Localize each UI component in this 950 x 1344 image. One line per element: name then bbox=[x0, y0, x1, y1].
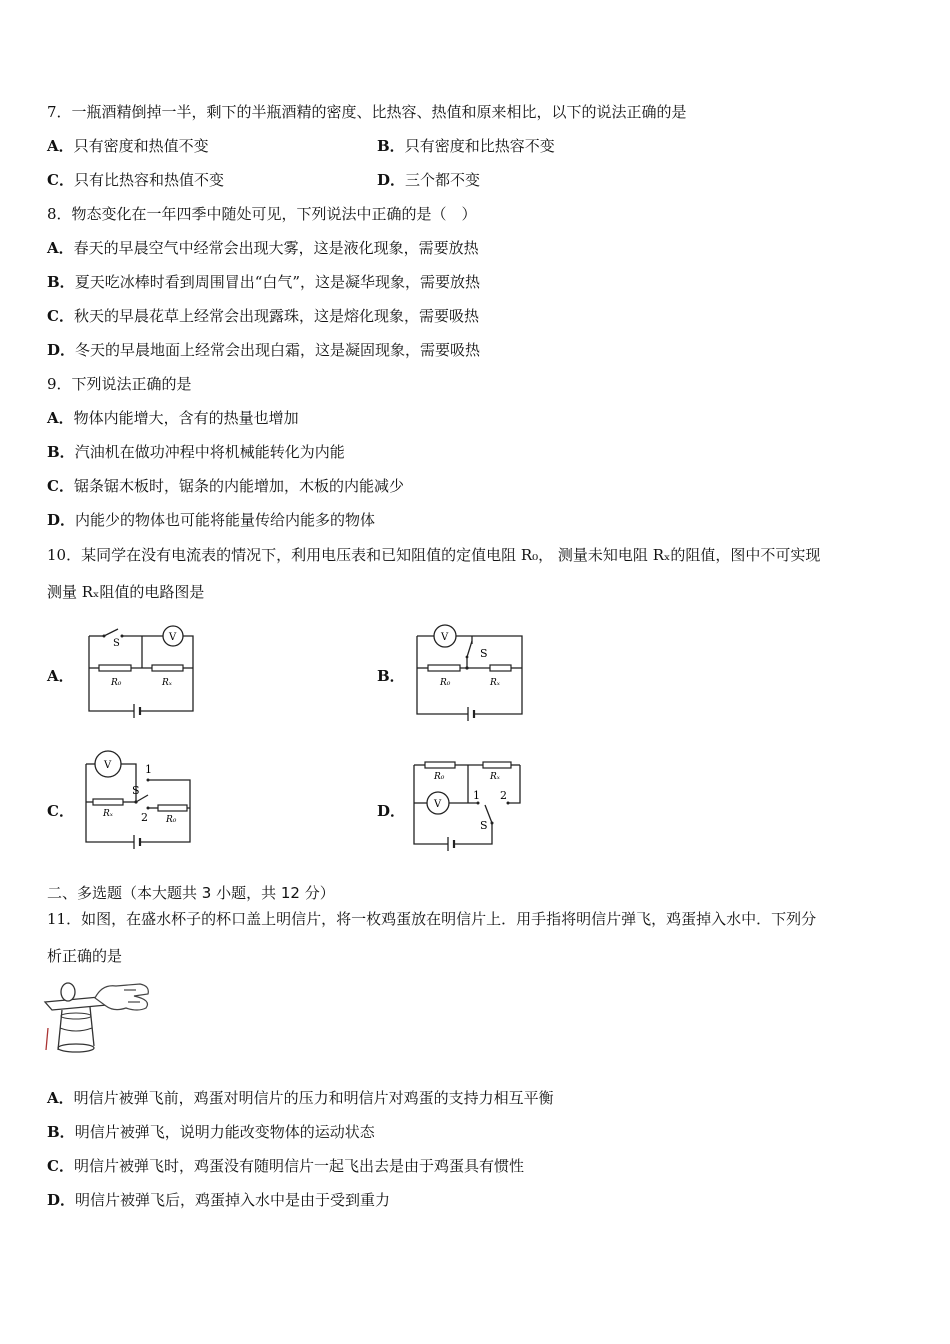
option-text: 明信片被弹飞后，鸡蛋掉入水中是由于受到重力 bbox=[75, 1191, 391, 1209]
circuit-diagram-b bbox=[410, 618, 530, 718]
option-label: C． bbox=[47, 1157, 74, 1175]
option-label: B． bbox=[47, 1123, 75, 1141]
option-label: B． bbox=[377, 137, 405, 155]
q9-option-b bbox=[47, 442, 345, 462]
circuit-diagram-d bbox=[410, 755, 530, 850]
option-text: 明信片被弹飞，说明力能改变物体的运动状态 bbox=[74, 1123, 375, 1141]
q9-option-a bbox=[47, 408, 299, 428]
q10-stem-line2: 测量 Rₓ阻值的电路图是 bbox=[47, 583, 205, 601]
q7-option-a bbox=[47, 136, 209, 156]
r0-label: R₀ bbox=[111, 678, 122, 688]
resistor-r0-icon bbox=[158, 805, 187, 811]
r0-label: R₀ bbox=[434, 772, 445, 782]
option-label: A． bbox=[47, 239, 74, 257]
option-label: A． bbox=[47, 137, 74, 155]
option-text: 物体内能增大，含有的热量也增加 bbox=[73, 409, 299, 427]
resistor-r0-icon bbox=[428, 665, 460, 671]
rx-label: Rₓ bbox=[490, 678, 500, 688]
rx-label: Rₓ bbox=[103, 809, 113, 819]
resistor-rx-icon bbox=[483, 762, 511, 768]
option-text: 锯条锯木板时，锯条的内能增加，木板的内能减少 bbox=[73, 477, 404, 495]
option-label: A． bbox=[47, 409, 74, 427]
q7-option-d bbox=[377, 170, 480, 190]
circuit-diagram-c bbox=[82, 750, 197, 850]
q8-option-a bbox=[47, 238, 479, 258]
option-label: C． bbox=[47, 477, 74, 495]
rx-label: Rₓ bbox=[162, 678, 172, 688]
q7-option-b bbox=[377, 136, 555, 156]
q9-stem: 9．下列说法正确的是 bbox=[47, 375, 192, 393]
option-text: 只有比热容和热值不变 bbox=[73, 171, 224, 189]
q11-stem-line1: 11．如图，在盛水杯子的杯口盖上明信片，将一枚鸡蛋放在明信片上．用手指将明信片弹飞，鸡蛋掉入水中．下列分 bbox=[47, 910, 817, 928]
option-text: 只有密度和比热容不变 bbox=[404, 137, 555, 155]
option-text: 春天的早晨空气中经常会出现大雾，这是液化现象，需要放热 bbox=[73, 239, 479, 257]
option-text: 内能少的物体也可能将能量传给内能多的物体 bbox=[75, 511, 376, 529]
option-label: D． bbox=[47, 511, 76, 529]
resistor-rx-icon bbox=[152, 665, 183, 671]
figure-label-d: D． bbox=[377, 802, 406, 820]
option-text: 汽油机在做功冲程中将机械能转化为内能 bbox=[74, 443, 345, 461]
option-text: 夏天吃冰棒时看到周围冒出“白气”，这是凝华现象，需要放热 bbox=[74, 273, 481, 291]
resistor-rx-icon bbox=[93, 799, 123, 805]
contact-1-label: 1 bbox=[473, 789, 480, 802]
voltmeter-label: V bbox=[441, 632, 449, 643]
q11-option-a bbox=[47, 1088, 554, 1108]
r0-label: R₀ bbox=[166, 815, 177, 825]
resistor-r0-icon bbox=[99, 665, 131, 671]
switch-label: S bbox=[480, 819, 488, 832]
q11-option-b bbox=[47, 1122, 375, 1142]
q8-option-c bbox=[47, 306, 479, 326]
option-text: 明信片被弹飞前，鸡蛋对明信片的压力和明信片对鸡蛋的支持力相互平衡 bbox=[73, 1089, 554, 1107]
contact-2-label: 2 bbox=[500, 789, 507, 802]
option-label: D． bbox=[47, 341, 76, 359]
q9-option-d bbox=[47, 510, 375, 530]
q8-option-d bbox=[47, 340, 480, 360]
rx-label: Rₓ bbox=[490, 772, 500, 782]
q7-option-c bbox=[47, 170, 224, 190]
option-text: 冬天的早晨地面上经常会出现白霜，这是凝固现象，需要吸热 bbox=[75, 341, 481, 359]
figure-label-b: B． bbox=[377, 667, 405, 685]
option-label: C． bbox=[47, 171, 74, 189]
option-label: C． bbox=[47, 307, 74, 325]
option-text: 只有密度和热值不变 bbox=[73, 137, 209, 155]
switch-label: S bbox=[480, 647, 488, 660]
circuit-diagram-a bbox=[82, 618, 202, 718]
switch-label: S bbox=[132, 784, 140, 797]
option-text: 明信片被弹飞时，鸡蛋没有随明信片一起飞出去是由于鸡蛋具有惯性 bbox=[73, 1157, 524, 1175]
hand-icon bbox=[95, 984, 148, 1010]
contact-2-label: 2 bbox=[141, 811, 148, 824]
egg-cup-illustration bbox=[40, 978, 160, 1053]
option-text: 三个都不变 bbox=[405, 171, 481, 189]
contact-1-label: 1 bbox=[145, 763, 152, 776]
q9-option-c bbox=[47, 476, 404, 496]
q11-option-c bbox=[47, 1156, 524, 1176]
q11-stem-line2: 析正确的是 bbox=[47, 947, 123, 965]
option-label: D． bbox=[47, 1191, 76, 1209]
voltmeter-label: V bbox=[104, 760, 112, 771]
q7-stem: 7．一瓶酒精倒掉一半，剩下的半瓶酒精的密度、比热容、热值和原来相比，以下的说法正确的是 bbox=[47, 103, 687, 121]
q8-stem: 8．物态变化在一年四季中随处可见，下列说法中正确的是（ ） bbox=[47, 205, 477, 223]
q11-option-d bbox=[47, 1190, 390, 1210]
egg-icon bbox=[61, 983, 75, 1001]
option-label: B． bbox=[47, 443, 75, 461]
r0-label: R₀ bbox=[440, 678, 451, 688]
section-title: 二、多选题（本大题共 3 小题，共 12 分） bbox=[47, 884, 335, 902]
option-label: D． bbox=[377, 171, 406, 189]
option-text: 秋天的早晨花草上经常会出现露珠，这是熔化现象，需要吸热 bbox=[73, 307, 479, 325]
resistor-rx-icon bbox=[490, 665, 511, 671]
switch-label: S bbox=[113, 638, 120, 649]
option-label: B． bbox=[47, 273, 75, 291]
resistor-r0-icon bbox=[425, 762, 455, 768]
q10-stem-line1: 10．某同学在没有电流表的情况下，利用电压表和已知阻值的定值电阻 R₀， 测量未知电阻 Rₓ的阻值，图中不可实现 bbox=[47, 546, 821, 564]
voltmeter-label: V bbox=[434, 799, 442, 810]
figure-label-c: C． bbox=[47, 802, 74, 820]
option-label: A． bbox=[47, 1089, 74, 1107]
q8-option-b bbox=[47, 272, 480, 292]
figure-label-a: A． bbox=[47, 667, 74, 685]
voltmeter-label: V bbox=[169, 632, 177, 643]
